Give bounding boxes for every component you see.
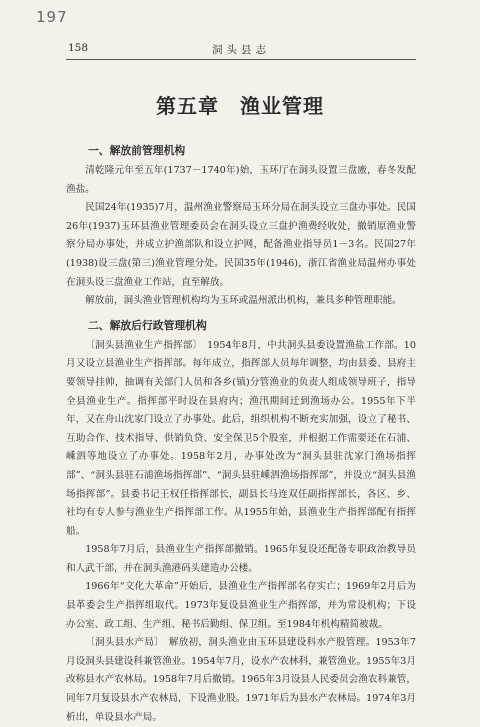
page-number: 158 xyxy=(68,42,89,54)
paragraph: 〔洞头县水产局〕 解放初，洞头渔业由玉环县建设科水产股管理。1953年7月设洞头县建设科兼管渔业。1954年7月，设水产农林科，兼管渔业。1955年3月改称县水产农林局。1958年7月后撤销。1965年3月设县人民委员会渔农科兼管，同年7月复设县水产农林局，下设渔业股。1971年后为县水产农林局。1974年3月析出，单设县水产局。 xyxy=(66,637,416,723)
paragraph: 解放前，洞头渔业管理机构均为玉环或温州派出机构，兼具多种管理职能。 xyxy=(85,295,402,307)
page-body xyxy=(66,140,416,727)
section-heading-post-liberation: 二、解放后行政管理机构 xyxy=(88,318,207,332)
paragraph: 清乾隆元年至五年(1737－1740年)始，玉环厅在洞头设置三盘廒，春冬发配渔盐。 xyxy=(66,165,416,195)
paragraph: 民国24年(1935)7月，温州渔业警察局玉环分局在洞头设立三盘办事处。民国26年(1937)玉环县渔业管理委员会在洞头设立三盘护渔费经收处，撤销原渔业警察分局办事处，并成立护渔部队和设立护网，配备渔业指导员1－3名。民国27年(1938)设三盘(第三)渔业管理分处。民国35年(1946)，浙江省渔业局温州办事处在洞头设三盘渔业工作站，直至解放。 xyxy=(66,202,416,288)
chapter-title: 第五章 渔业管理 xyxy=(156,94,324,118)
running-header xyxy=(68,42,414,58)
paragraph: 〔洞头县渔业生产指挥部〕 1954年8月，中共洞头县委设置渔盐工作部。10月又设立县渔业生产指挥部。每年成立，指挥部人员每年调整，均由县委、县府主要领导挂帅，抽调有关部门人员和各乡(镇)分管渔业的负责人组成领导班子，指导全县渔业生产。指挥部平时设在县府内；渔汛期间迁到渔场办公。1955年下半年，又在舟山沈家门设立了办事处。此后，组织机构不断充实加强，设立了秘书、互助合作、技术指导、供销负贷、安全保卫5个股室，并根据工作需要还在石浦、嵊泗等地设立了办事处。1958年2月，办事处改为“洞头县驻沈家门渔场指挥部”、“洞头县驻石浦渔场指挥部”、“洞头县驻嵊泗渔场指挥部”，并设立“洞头县渔场指挥部”。县委书记王权任指挥部长，副县长马连双任副指挥部长，各区、乡、社均有专人参与渔业生产指挥部工作。从1955年始，县渔业生产指挥部配有指挥船。 xyxy=(66,339,416,537)
paragraph: 1966年“文化大革命”开始后，县渔业生产指挥部名存实亡；1969年2月后为县革委会生产指挥组取代。1973年复设县渔业生产指挥部，并为常设机构；下设办公室、政工组、生产组、秘书后勤组、保卫组。至1984年机构精简被裁。 xyxy=(66,581,416,630)
section-heading-pre-liberation: 一、解放前管理机构 xyxy=(88,144,186,157)
handwritten-page-number: 197 xyxy=(36,8,68,26)
paragraph: 1958年7月后，县渔业生产指挥部撤销。1965年复设还配备专职政治教导员和人武干部，并在洞头渔港码头建造办公楼。 xyxy=(66,544,416,574)
book-title: 洞头县志 xyxy=(212,44,270,56)
header-rule xyxy=(66,59,416,60)
